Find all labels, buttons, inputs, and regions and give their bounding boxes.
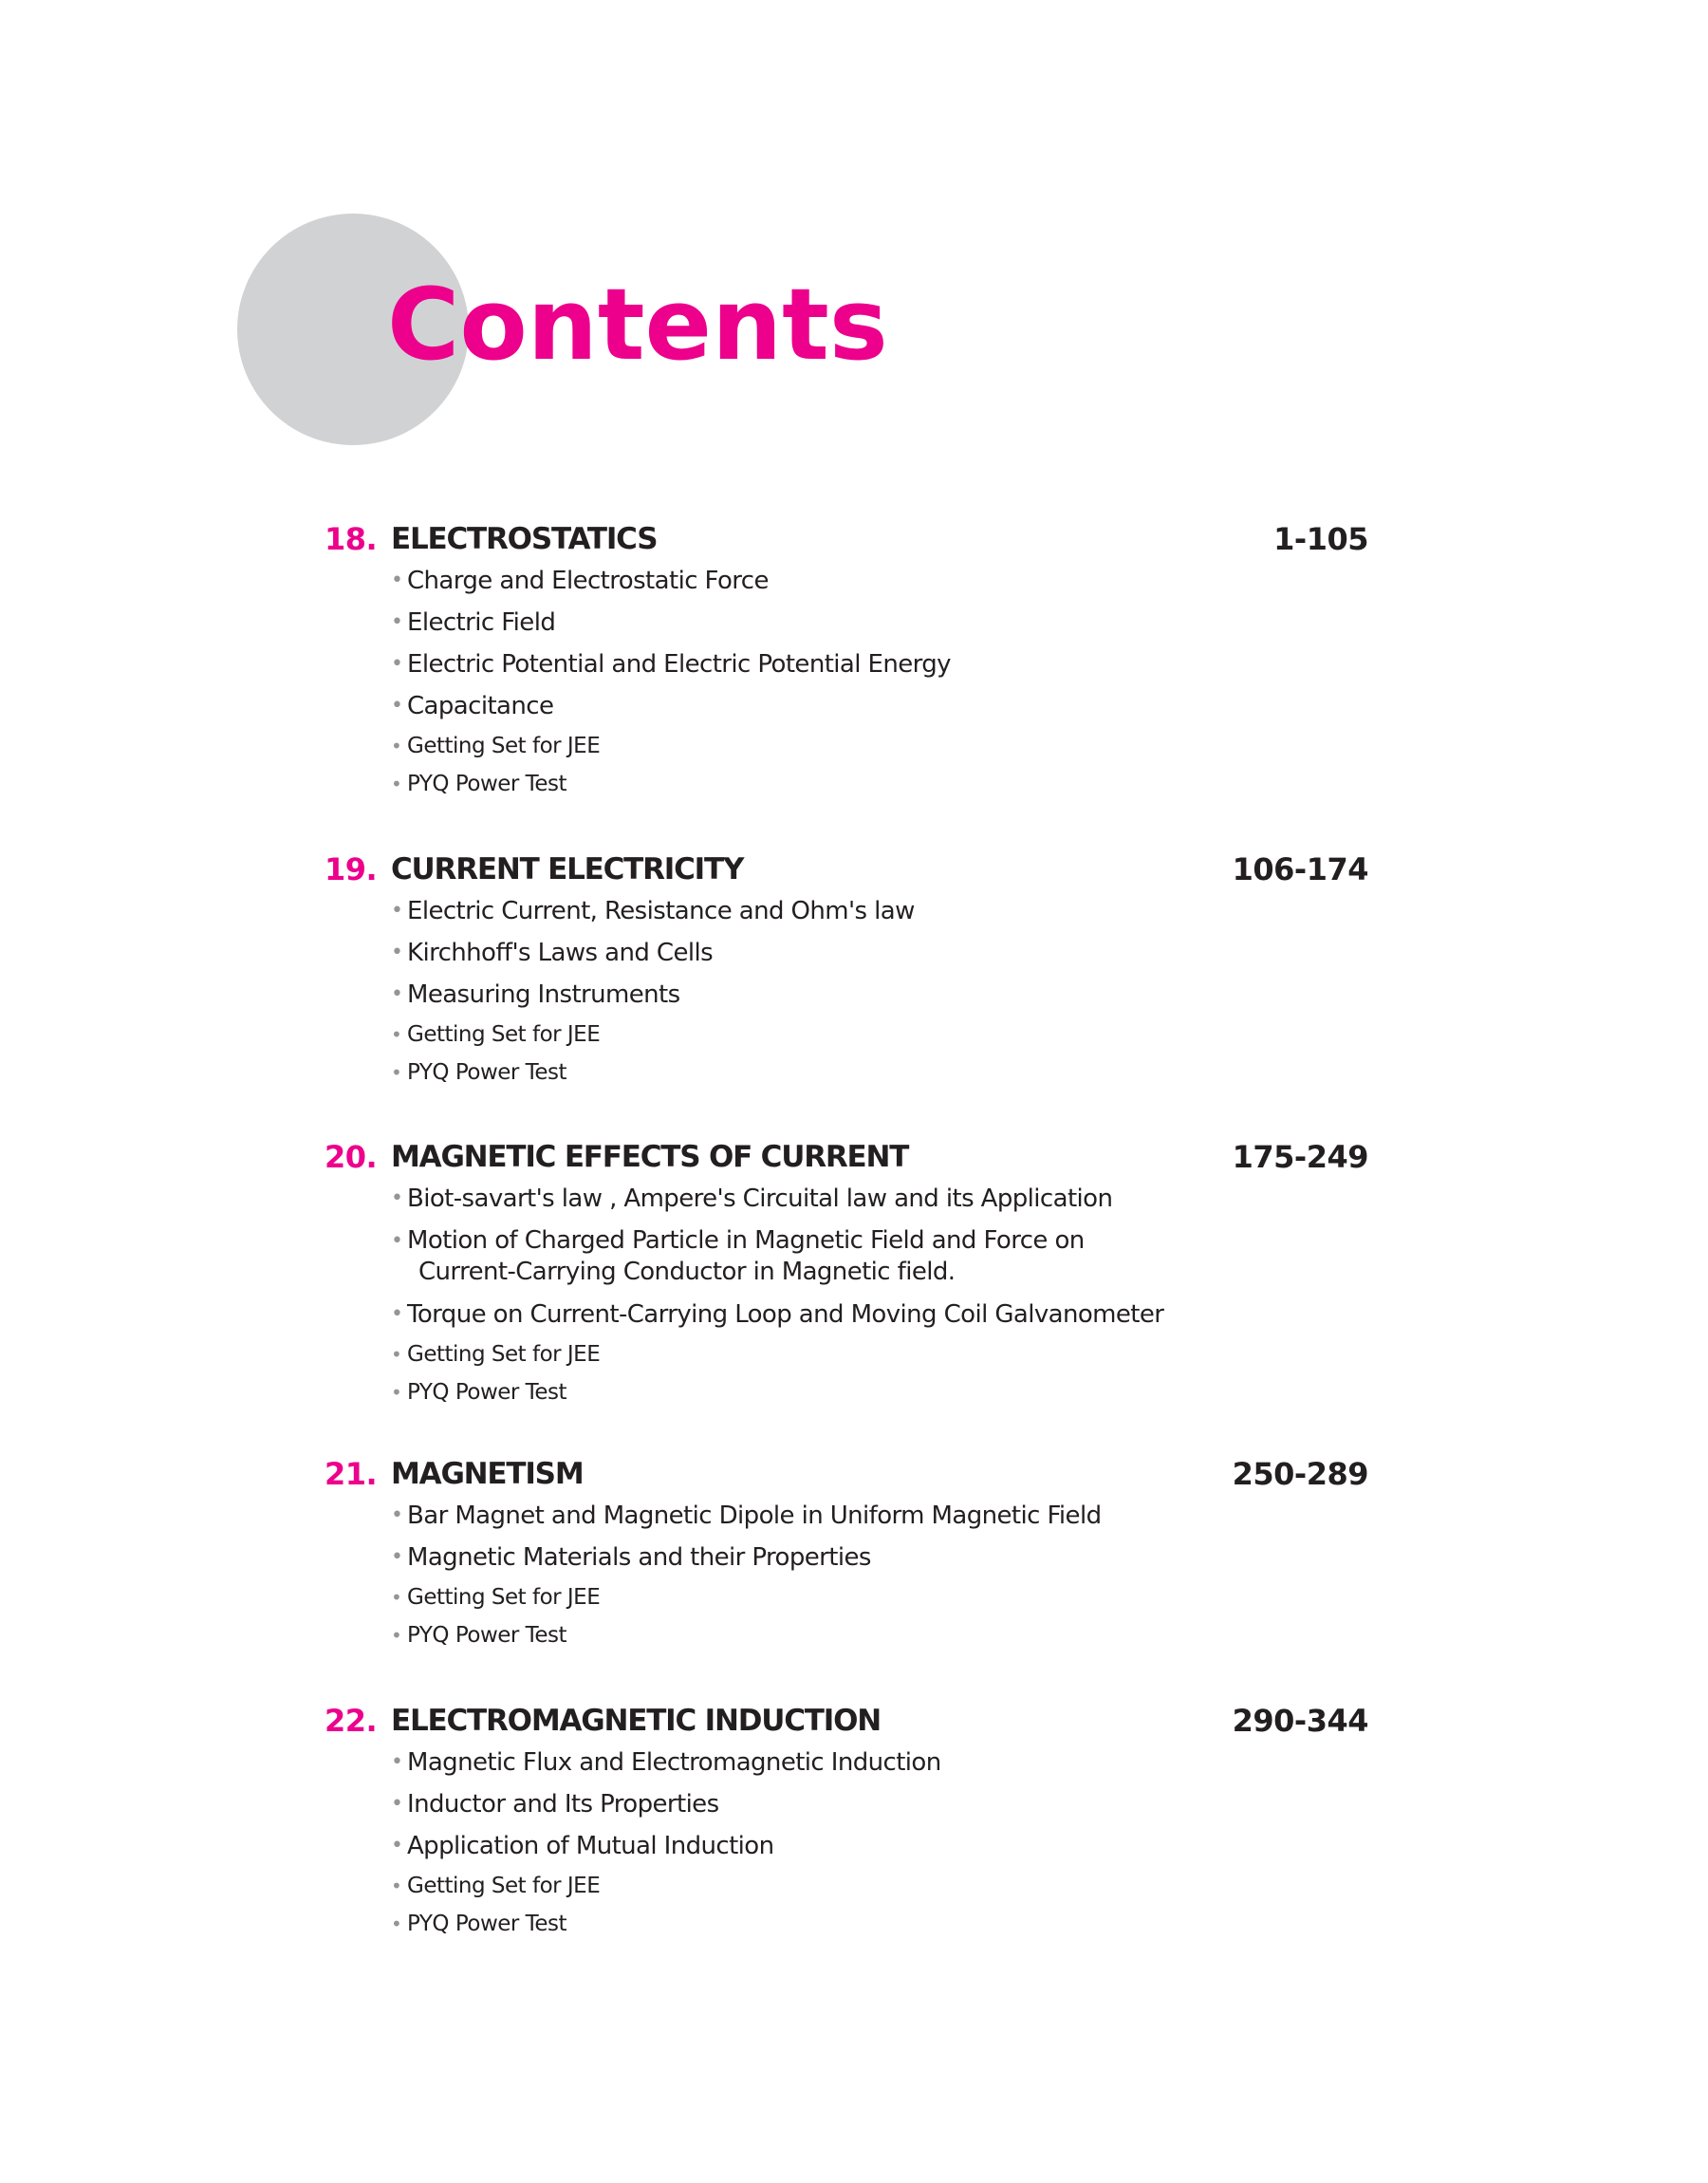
bullet-dot-icon: • [391, 1912, 402, 1935]
bullet-dot-icon: • [391, 1750, 403, 1774]
bullet-dot-icon: • [391, 773, 402, 795]
topic-label: Bar Magnet and Magnetic Dipole in Uniform Magnetic Field [407, 1502, 1102, 1530]
chapter-title: MAGNETIC EFFECTS OF CURRENT [391, 1140, 909, 1174]
topic-label: Torque on Current-Carrying Loop and Moving Coil Galvanometer [407, 1300, 1164, 1329]
chapter-entry [325, 1453, 1368, 1654]
topic-item [391, 727, 1368, 765]
topic-list [325, 1742, 1368, 1943]
bullet-dot-icon: • [391, 941, 403, 964]
topic-item [391, 1016, 1368, 1054]
topic-label: Kirchhoff's Laws and Cells [407, 939, 714, 967]
bullet-dot-icon: • [391, 1302, 403, 1326]
topic-label: PYQ Power Test [407, 1912, 566, 1936]
topic-list [325, 890, 1368, 1092]
topic-item [391, 1616, 1368, 1654]
topic-label: PYQ Power Test [407, 772, 566, 796]
chapter-page-range: 290-344 [1232, 1703, 1368, 1739]
topic-item [391, 644, 1368, 685]
chapter-number: 18. [325, 521, 378, 557]
bullet-dot-icon: • [391, 1229, 403, 1253]
topic-label: Electric Potential and Electric Potential Energy [407, 650, 951, 679]
bullet-dot-icon: • [391, 1381, 402, 1404]
topic-label: Capacitance [407, 692, 554, 720]
chapter-page-range: 106-174 [1232, 851, 1368, 887]
bullet-dot-icon: • [391, 1545, 403, 1569]
topic-label: PYQ Power Test [407, 1380, 566, 1405]
topic-label: Motion of Charged Particle in Magnetic Field and Force on [407, 1226, 1085, 1255]
topic-label: Getting Set for JEE [407, 1022, 601, 1047]
topic-label: Electric Current, Resistance and Ohm's law [407, 897, 915, 925]
topic-item [391, 1742, 1368, 1783]
topic-item [391, 1220, 1368, 1294]
chapter-heading [325, 518, 1368, 560]
bullet-dot-icon: • [391, 1343, 402, 1366]
topic-item [391, 1335, 1368, 1373]
bullet-dot-icon: • [391, 1792, 403, 1816]
bullet-dot-icon: • [391, 982, 403, 1006]
topic-item [391, 1178, 1368, 1220]
topic-item [391, 974, 1368, 1016]
chapter-heading [325, 849, 1368, 890]
bullet-dot-icon: • [391, 652, 403, 676]
topic-label: Getting Set for JEE [407, 734, 601, 758]
topic-label: Charge and Electrostatic Force [407, 567, 769, 595]
bullet-dot-icon: • [391, 899, 403, 923]
topic-label-continuation: Current-Carrying Conductor in Magnetic field. [418, 1258, 956, 1286]
bullet-dot-icon: • [391, 1186, 403, 1210]
topic-item [391, 685, 1368, 727]
topic-label: PYQ Power Test [407, 1060, 566, 1085]
bullet-dot-icon: • [391, 1023, 402, 1046]
topic-label: Getting Set for JEE [407, 1342, 601, 1367]
topic-item [391, 602, 1368, 644]
topic-label: Application of Mutual Induction [407, 1832, 774, 1860]
chapter-number: 21. [325, 1456, 378, 1492]
topic-item [391, 1495, 1368, 1537]
topic-label: Magnetic Materials and their Properties [407, 1543, 871, 1572]
topic-item [391, 1867, 1368, 1905]
bullet-dot-icon: • [391, 735, 402, 757]
topic-list [325, 1495, 1368, 1654]
topic-item [391, 1294, 1368, 1335]
topic-label: Biot-savart's law , Ampere's Circuital law and its Application [407, 1185, 1113, 1213]
chapter-entry [325, 1700, 1368, 1943]
chapter-number: 22. [325, 1703, 378, 1739]
topic-item [391, 1578, 1368, 1616]
chapter-entry [325, 518, 1368, 803]
bullet-dot-icon: • [391, 1624, 402, 1647]
chapter-heading [325, 1136, 1368, 1178]
chapter-number: 20. [325, 1139, 378, 1175]
bullet-dot-icon: • [391, 610, 403, 634]
bullet-dot-icon: • [391, 1586, 402, 1609]
chapter-title: ELECTROMAGNETIC INDUCTION [391, 1704, 881, 1738]
bullet-dot-icon: • [391, 1834, 403, 1857]
chapter-page-range: 175-249 [1232, 1139, 1368, 1175]
chapter-entry [325, 1136, 1368, 1411]
topic-item [391, 1373, 1368, 1411]
topic-label: Getting Set for JEE [407, 1874, 601, 1898]
topic-label: Magnetic Flux and Electromagnetic Induction [407, 1748, 941, 1777]
topic-item [391, 1537, 1368, 1578]
topic-item [391, 932, 1368, 974]
chapter-entry [325, 849, 1368, 1092]
topic-item [391, 1783, 1368, 1825]
topic-item [391, 1054, 1368, 1092]
topic-item [391, 1825, 1368, 1867]
topic-label: Electric Field [407, 608, 556, 637]
topic-item [391, 1905, 1368, 1943]
chapter-number: 19. [325, 851, 378, 887]
topic-item [391, 765, 1368, 803]
chapter-title: CURRENT ELECTRICITY [391, 852, 744, 886]
topic-item [391, 560, 1368, 602]
topic-list [325, 1178, 1368, 1411]
bullet-dot-icon: • [391, 1875, 402, 1897]
chapter-title: MAGNETISM [391, 1457, 584, 1491]
topic-label: Measuring Instruments [407, 980, 680, 1009]
topic-list [325, 560, 1368, 803]
bullet-dot-icon: • [391, 569, 403, 592]
page-title: Contents [387, 267, 888, 382]
chapter-heading [325, 1453, 1368, 1495]
bullet-dot-icon: • [391, 1061, 402, 1084]
chapter-page-range: 250-289 [1232, 1456, 1368, 1492]
topic-item [391, 890, 1368, 932]
bullet-dot-icon: • [391, 694, 403, 718]
topic-label: PYQ Power Test [407, 1623, 566, 1648]
bullet-dot-icon: • [391, 1503, 403, 1527]
chapter-title: ELECTROSTATICS [391, 522, 658, 556]
table-of-contents [325, 518, 1368, 1943]
chapter-page-range: 1-105 [1273, 521, 1368, 557]
chapter-heading [325, 1700, 1368, 1742]
topic-label: Getting Set for JEE [407, 1585, 601, 1610]
topic-label: Inductor and Its Properties [407, 1790, 719, 1819]
